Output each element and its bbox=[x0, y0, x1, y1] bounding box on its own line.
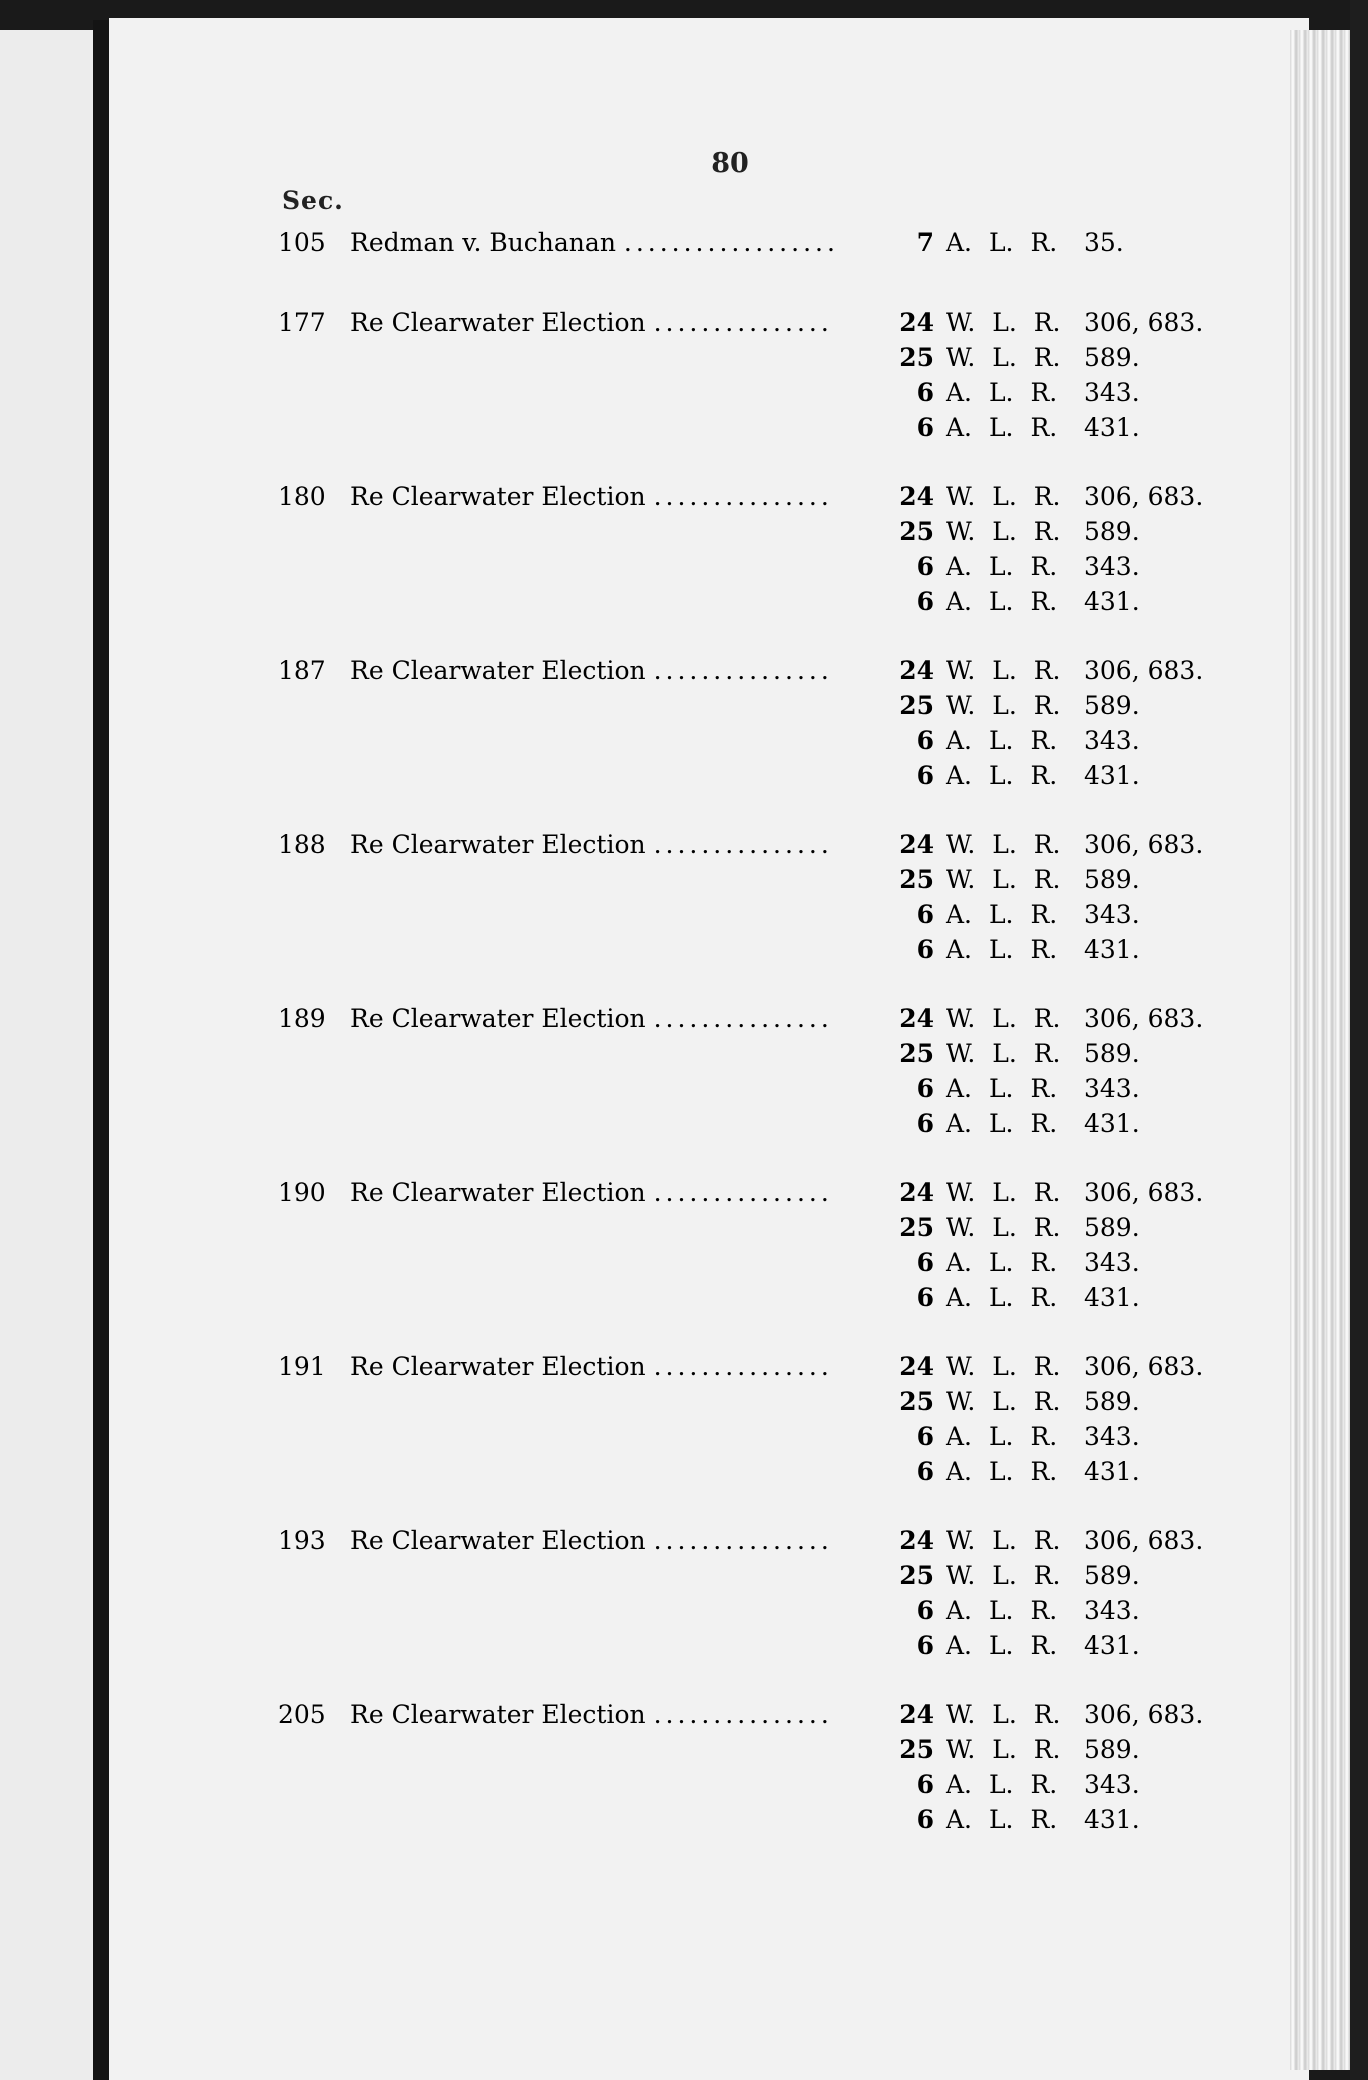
case-title bbox=[350, 1350, 833, 1384]
citation-row bbox=[0, 1350, 1368, 1384]
citation-pages: 431. bbox=[1084, 1457, 1140, 1486]
citation-row bbox=[0, 1037, 1368, 1071]
citation-volume: 25 bbox=[899, 343, 934, 372]
citation-reporter: A. L. R. bbox=[946, 1283, 1058, 1312]
section-number: 180 bbox=[278, 482, 326, 511]
citation-reporter: A. L. R. bbox=[946, 1596, 1058, 1625]
citation-pages: 306, 683. bbox=[1084, 1526, 1204, 1555]
citation-row bbox=[0, 1072, 1368, 1106]
dot-leader: ............... bbox=[653, 656, 833, 685]
citation-pages: 589. bbox=[1084, 517, 1140, 546]
citation-volume: 6 bbox=[916, 1248, 934, 1277]
dot-leader: ............... bbox=[653, 1352, 833, 1381]
citation-row bbox=[0, 828, 1368, 862]
citation-row bbox=[0, 654, 1368, 688]
citation-volume: 6 bbox=[916, 552, 934, 581]
dot-leader: ............... bbox=[653, 308, 833, 337]
case-name: Re Clearwater Election bbox=[350, 482, 646, 511]
citation-volume: 6 bbox=[916, 413, 934, 442]
citation-volume: 6 bbox=[916, 1074, 934, 1103]
citation-row bbox=[0, 1281, 1368, 1315]
section-number: 188 bbox=[278, 830, 326, 859]
citation-reporter: W. L. R. bbox=[946, 656, 1061, 685]
citation-row bbox=[0, 341, 1368, 375]
section-number: 187 bbox=[278, 656, 326, 685]
citation-pages: 306, 683. bbox=[1084, 1352, 1204, 1381]
citation-pages: 306, 683. bbox=[1084, 308, 1204, 337]
citation-volume: 6 bbox=[916, 1805, 934, 1834]
citation-volume: 6 bbox=[916, 761, 934, 790]
dot-leader: ............... bbox=[653, 482, 833, 511]
citation-reporter: A. L. R. bbox=[946, 935, 1058, 964]
citation-pages: 589. bbox=[1084, 1735, 1140, 1764]
citation-pages: 306, 683. bbox=[1084, 656, 1204, 685]
citation-pages: 431. bbox=[1084, 1631, 1140, 1660]
citation-volume: 24 bbox=[899, 656, 934, 685]
case-name: Re Clearwater Election bbox=[350, 1700, 646, 1729]
citation-volume: 24 bbox=[899, 308, 934, 337]
citation-reporter: W. L. R. bbox=[946, 517, 1061, 546]
citation-reporter: A. L. R. bbox=[946, 1770, 1058, 1799]
citation-pages: 343. bbox=[1084, 552, 1140, 581]
citation-reporter: W. L. R. bbox=[946, 1561, 1061, 1590]
dot-leader: ............... bbox=[653, 830, 833, 859]
citation-volume: 6 bbox=[916, 1457, 934, 1486]
citation-reporter: A. L. R. bbox=[946, 900, 1058, 929]
citation-reporter: A. L. R. bbox=[946, 761, 1058, 790]
citation-row bbox=[0, 1246, 1368, 1280]
citation-reporter: A. L. R. bbox=[946, 1109, 1058, 1138]
citation-reporter: W. L. R. bbox=[946, 1004, 1061, 1033]
case-name: Re Clearwater Election bbox=[350, 830, 646, 859]
citation-reporter: W. L. R. bbox=[946, 1735, 1061, 1764]
citation-row bbox=[0, 1594, 1368, 1628]
section-number: 177 bbox=[278, 308, 326, 337]
citation-reporter: W. L. R. bbox=[946, 1526, 1061, 1555]
citation-pages: 589. bbox=[1084, 1039, 1140, 1068]
citation-pages: 306, 683. bbox=[1084, 1700, 1204, 1729]
citation-reporter: W. L. R. bbox=[946, 1039, 1061, 1068]
citation-row bbox=[0, 1002, 1368, 1036]
citation-reporter: W. L. R. bbox=[946, 308, 1061, 337]
citation-volume: 6 bbox=[916, 1770, 934, 1799]
citation-pages: 306, 683. bbox=[1084, 482, 1204, 511]
citation-pages: 589. bbox=[1084, 1387, 1140, 1416]
case-title bbox=[350, 306, 833, 340]
citation-volume: 24 bbox=[899, 1178, 934, 1207]
case-title bbox=[350, 1698, 833, 1732]
case-title bbox=[350, 654, 833, 688]
citation-row bbox=[0, 759, 1368, 793]
citation-pages: 343. bbox=[1084, 1422, 1140, 1451]
citation-row bbox=[0, 689, 1368, 723]
citation-row bbox=[0, 724, 1368, 758]
citation-row bbox=[0, 1629, 1368, 1663]
citation-volume: 6 bbox=[916, 1283, 934, 1312]
dot-leader: ............... bbox=[653, 1526, 833, 1555]
citation-reporter: W. L. R. bbox=[946, 482, 1061, 511]
citation-row bbox=[0, 1803, 1368, 1837]
citation-volume: 24 bbox=[899, 1526, 934, 1555]
case-title bbox=[350, 1176, 833, 1210]
citation-pages: 343. bbox=[1084, 1074, 1140, 1103]
citation-volume: 25 bbox=[899, 1213, 934, 1242]
dot-leader: ............... bbox=[653, 1700, 833, 1729]
citation-volume: 24 bbox=[899, 482, 934, 511]
citation-row bbox=[0, 933, 1368, 967]
citation-row bbox=[0, 1733, 1368, 1767]
citation-row bbox=[0, 226, 1368, 260]
citation-volume: 25 bbox=[899, 1561, 934, 1590]
citation-volume: 24 bbox=[899, 830, 934, 859]
case-name: Redman v. Buchanan bbox=[350, 228, 616, 257]
citation-volume: 25 bbox=[899, 1387, 934, 1416]
citation-reporter: A. L. R. bbox=[946, 378, 1058, 407]
citation-row bbox=[0, 411, 1368, 445]
section-column-header: Sec. bbox=[282, 186, 344, 215]
citation-row bbox=[0, 1420, 1368, 1454]
citation-reporter: W. L. R. bbox=[946, 691, 1061, 720]
section-number: 105 bbox=[278, 228, 326, 257]
citation-reporter: W. L. R. bbox=[946, 1387, 1061, 1416]
citation-pages: 431. bbox=[1084, 1805, 1140, 1834]
citation-reporter: A. L. R. bbox=[946, 1805, 1058, 1834]
citation-volume: 25 bbox=[899, 691, 934, 720]
case-name: Re Clearwater Election bbox=[350, 1352, 646, 1381]
case-name: Re Clearwater Election bbox=[350, 308, 646, 337]
citation-reporter: W. L. R. bbox=[946, 865, 1061, 894]
citation-pages: 589. bbox=[1084, 865, 1140, 894]
citation-pages: 589. bbox=[1084, 343, 1140, 372]
citation-row bbox=[0, 550, 1368, 584]
citation-row bbox=[0, 306, 1368, 340]
citation-pages: 343. bbox=[1084, 378, 1140, 407]
citation-reporter: A. L. R. bbox=[946, 726, 1058, 755]
citation-pages: 431. bbox=[1084, 587, 1140, 616]
citation-pages: 306, 683. bbox=[1084, 1004, 1204, 1033]
citation-volume: 6 bbox=[916, 378, 934, 407]
citation-volume: 6 bbox=[916, 1109, 934, 1138]
dot-leader: ............... bbox=[653, 1178, 833, 1207]
citation-reporter: W. L. R. bbox=[946, 1213, 1061, 1242]
citation-pages: 589. bbox=[1084, 1213, 1140, 1242]
citation-volume: 24 bbox=[899, 1004, 934, 1033]
citation-row bbox=[0, 1107, 1368, 1141]
citation-row bbox=[0, 1385, 1368, 1419]
case-name: Re Clearwater Election bbox=[350, 1004, 646, 1033]
citation-reporter: W. L. R. bbox=[946, 1352, 1061, 1381]
citation-volume: 6 bbox=[916, 587, 934, 616]
citation-pages: 431. bbox=[1084, 1109, 1140, 1138]
section-number: 190 bbox=[278, 1178, 326, 1207]
citation-row bbox=[0, 1455, 1368, 1489]
citation-volume: 25 bbox=[899, 517, 934, 546]
citation-pages: 431. bbox=[1084, 413, 1140, 442]
citation-reporter: A. L. R. bbox=[946, 1422, 1058, 1451]
citation-reporter: A. L. R. bbox=[946, 552, 1058, 581]
case-title bbox=[350, 480, 833, 514]
citation-volume: 24 bbox=[899, 1700, 934, 1729]
citation-pages: 431. bbox=[1084, 935, 1140, 964]
citation-volume: 6 bbox=[916, 1422, 934, 1451]
section-number: 191 bbox=[278, 1352, 326, 1381]
case-title bbox=[350, 226, 839, 260]
dot-leader: .................. bbox=[623, 228, 839, 257]
citation-row bbox=[0, 1211, 1368, 1245]
dot-leader: ............... bbox=[653, 1004, 833, 1033]
citation-reporter: A. L. R. bbox=[946, 587, 1058, 616]
case-title bbox=[350, 1524, 833, 1558]
section-number: 189 bbox=[278, 1004, 326, 1033]
citation-reporter: A. L. R. bbox=[946, 1248, 1058, 1277]
case-name: Re Clearwater Election bbox=[350, 1526, 646, 1555]
citation-pages: 431. bbox=[1084, 761, 1140, 790]
citation-pages: 589. bbox=[1084, 691, 1140, 720]
citation-volume: 6 bbox=[916, 726, 934, 755]
citation-row bbox=[0, 585, 1368, 619]
case-title bbox=[350, 1002, 833, 1036]
citation-volume: 6 bbox=[916, 1631, 934, 1660]
citation-pages: 589. bbox=[1084, 1561, 1140, 1590]
section-number: 193 bbox=[278, 1526, 326, 1555]
citation-pages: 431. bbox=[1084, 1283, 1140, 1312]
citation-row bbox=[0, 480, 1368, 514]
citation-pages: 343. bbox=[1084, 726, 1140, 755]
citation-pages: 343. bbox=[1084, 1596, 1140, 1625]
citation-volume: 25 bbox=[899, 865, 934, 894]
citation-row bbox=[0, 1768, 1368, 1802]
citation-reporter: A. L. R. bbox=[946, 1457, 1058, 1486]
citation-row bbox=[0, 1698, 1368, 1732]
citation-row bbox=[0, 1524, 1368, 1558]
citation-reporter: A. L. R. bbox=[946, 228, 1058, 257]
citation-row bbox=[0, 1559, 1368, 1593]
citation-reporter: A. L. R. bbox=[946, 1074, 1058, 1103]
citation-pages: 343. bbox=[1084, 1248, 1140, 1277]
citation-volume: 25 bbox=[899, 1039, 934, 1068]
citation-row bbox=[0, 515, 1368, 549]
citation-reporter: W. L. R. bbox=[946, 1178, 1061, 1207]
page-number: 80 bbox=[711, 148, 749, 179]
citation-reporter: A. L. R. bbox=[946, 1631, 1058, 1660]
citation-row bbox=[0, 863, 1368, 897]
citation-volume: 24 bbox=[899, 1352, 934, 1381]
citation-volume: 25 bbox=[899, 1735, 934, 1764]
citation-pages: 343. bbox=[1084, 1770, 1140, 1799]
citation-row bbox=[0, 1176, 1368, 1210]
citation-volume: 6 bbox=[916, 935, 934, 964]
citation-volume: 7 bbox=[916, 228, 934, 257]
case-name: Re Clearwater Election bbox=[350, 656, 646, 685]
citation-row bbox=[0, 376, 1368, 410]
citation-reporter: W. L. R. bbox=[946, 343, 1061, 372]
citation-pages: 343. bbox=[1084, 900, 1140, 929]
case-name: Re Clearwater Election bbox=[350, 1178, 646, 1207]
citation-row bbox=[0, 898, 1368, 932]
citation-volume: 6 bbox=[916, 900, 934, 929]
citation-pages: 306, 683. bbox=[1084, 830, 1204, 859]
case-title bbox=[350, 828, 833, 862]
citation-pages: 35. bbox=[1084, 228, 1124, 257]
citation-reporter: W. L. R. bbox=[946, 830, 1061, 859]
citation-reporter: A. L. R. bbox=[946, 413, 1058, 442]
citation-pages: 306, 683. bbox=[1084, 1178, 1204, 1207]
citation-volume: 6 bbox=[916, 1596, 934, 1625]
section-number: 205 bbox=[278, 1700, 326, 1729]
citation-reporter: W. L. R. bbox=[946, 1700, 1061, 1729]
